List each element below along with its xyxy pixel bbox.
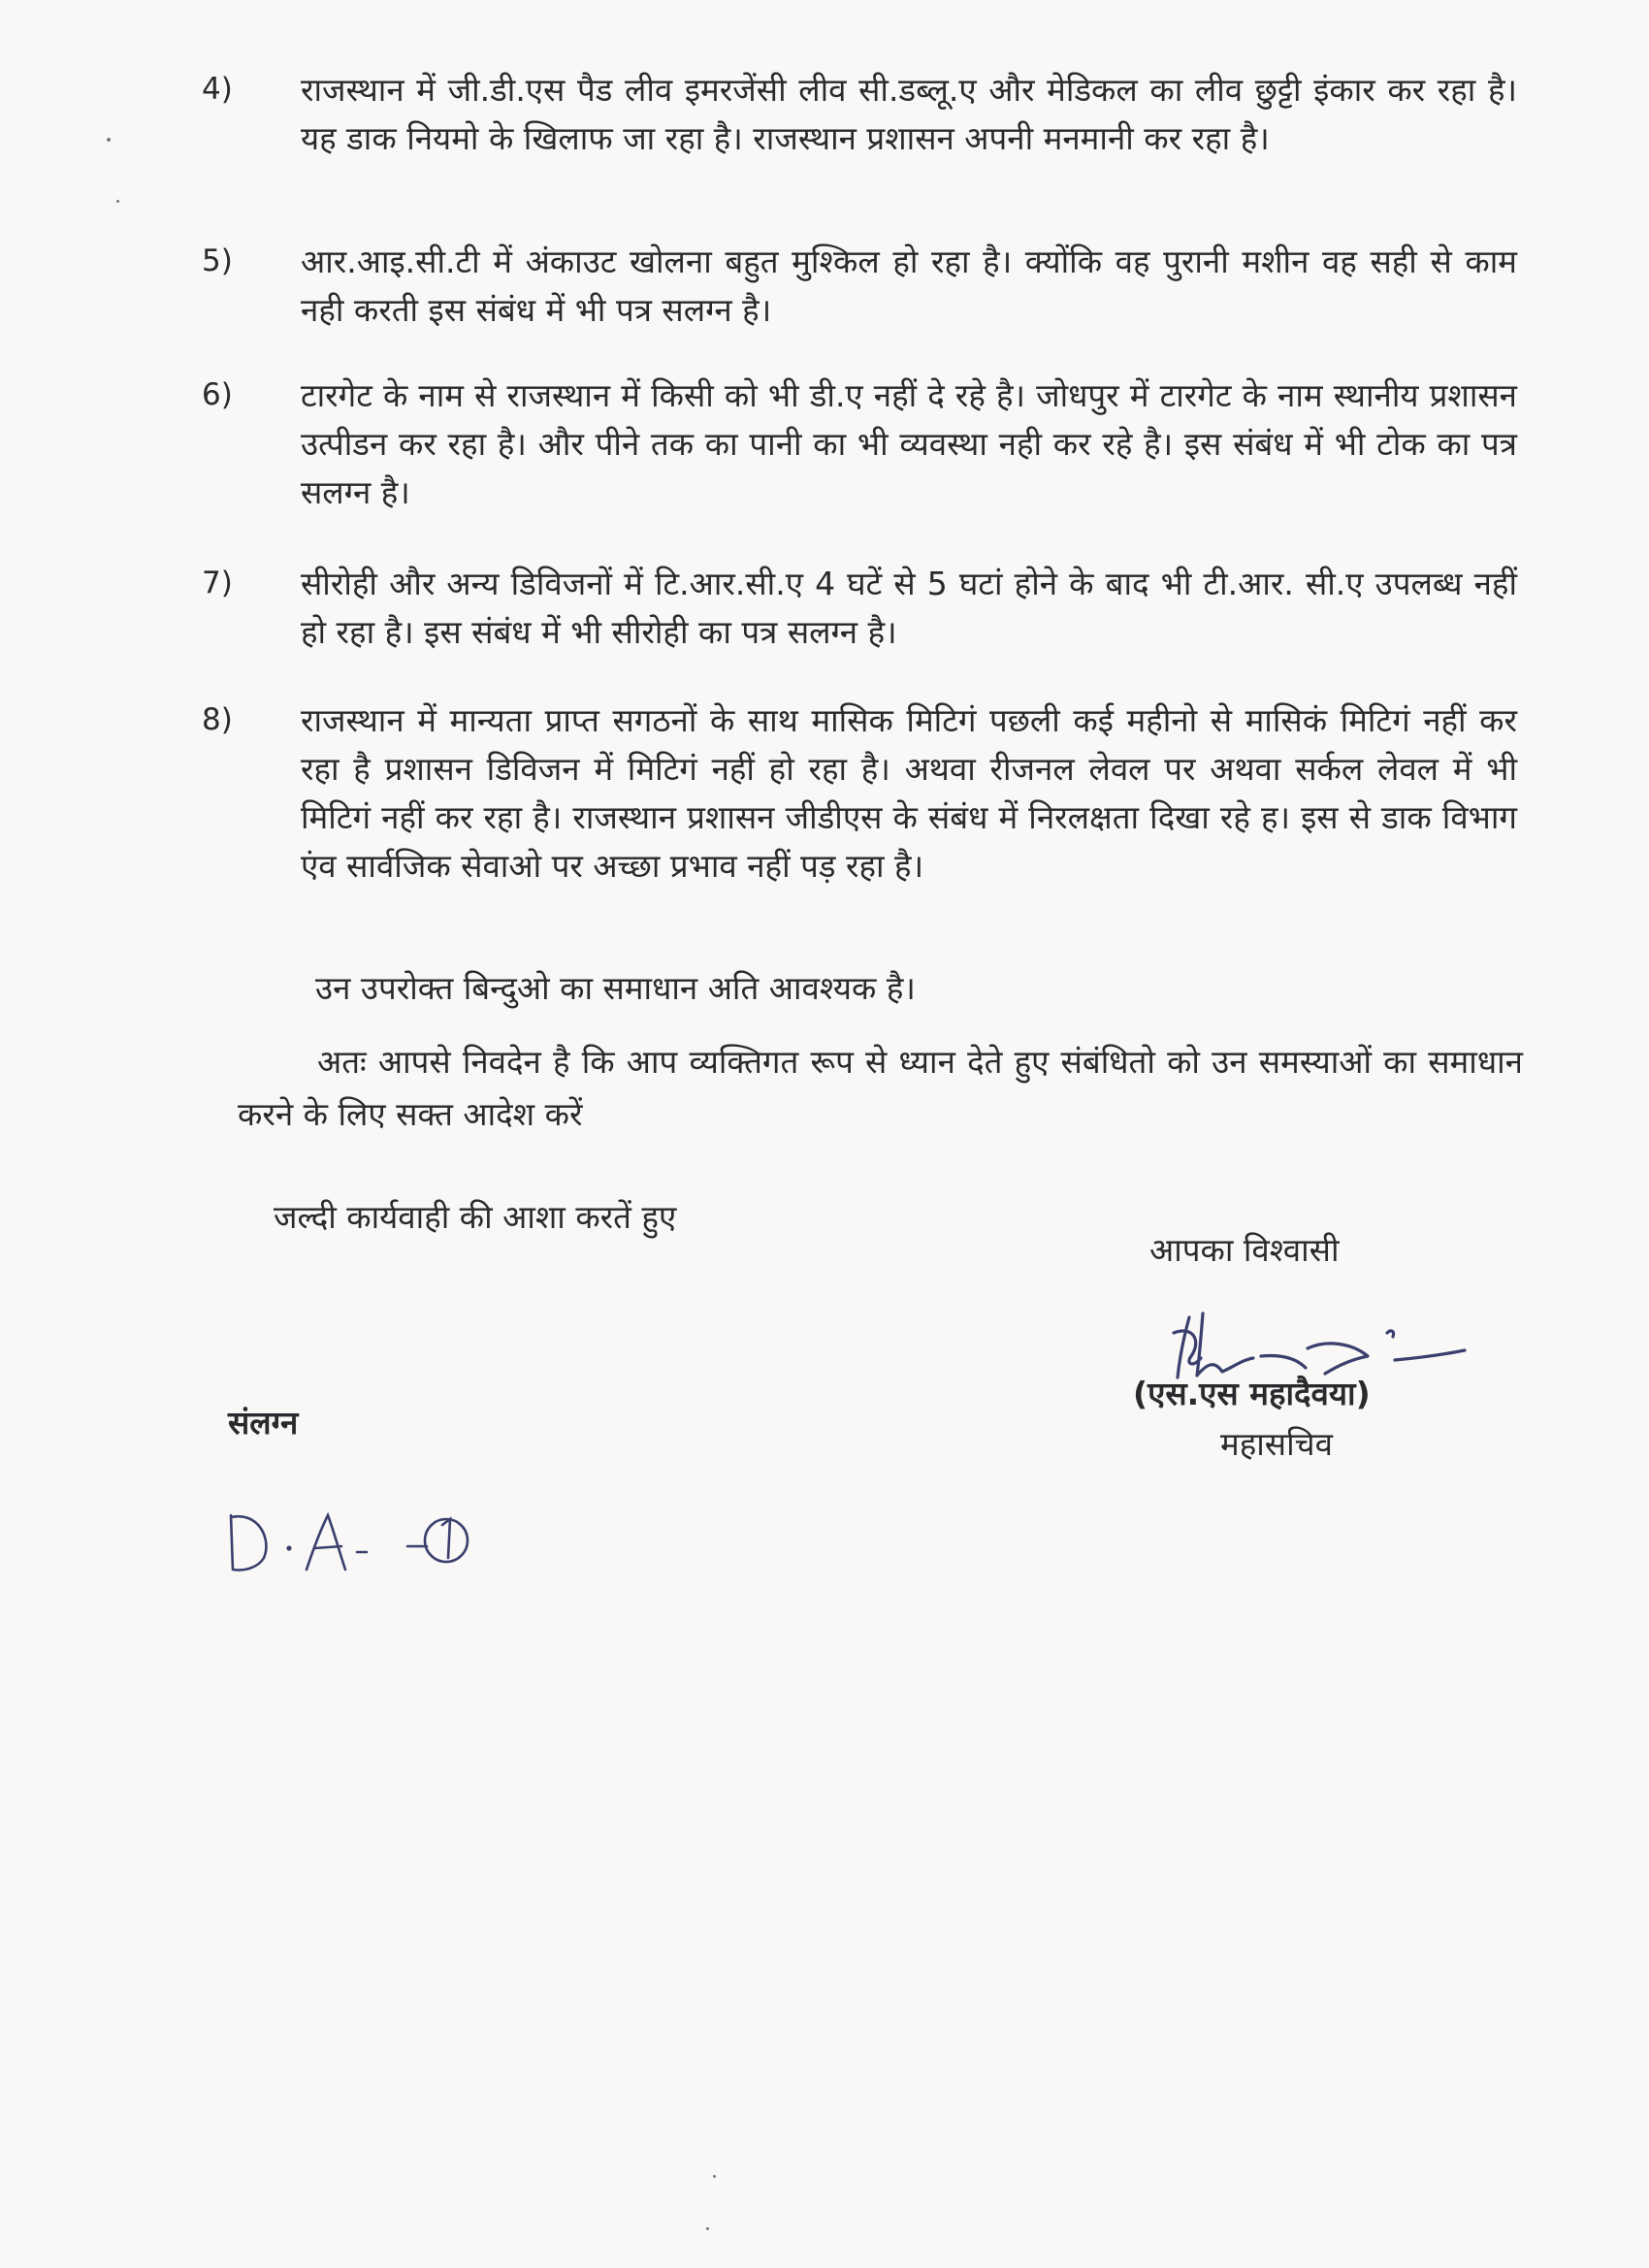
scan-speck	[107, 138, 111, 142]
enclosure-label: संलग्न	[228, 1404, 299, 1442]
item-number: 7)	[202, 566, 233, 600]
scan-speck	[713, 2175, 716, 2178]
item-text: सीरोही और अन्य डिविजनों में टि.आर.सी.ए 4 घटें से 5 घटां होने के बाद भी टी.आर. सी.ए उपलब्ध नहीं हो रहा है। इस संबंध में भी सीरोही का पत्र सलग्न है।	[301, 565, 1517, 651]
item-number: 5)	[202, 243, 233, 278]
item-text: आर.आइ.सी.टी में अंकाउट खोलना बहुत मुश्किल हो रहा है। क्योंकि वह पुरानी मशीन वह सही से काम नही करती इस संबंध में भी पत्र सलग्न है।	[301, 243, 1517, 329]
item-number: 6)	[202, 377, 233, 412]
closing-text: जल्दी कार्यवाही की आशा करतें हुए	[274, 1198, 677, 1236]
scan-speck	[116, 200, 119, 203]
handwritten-enclosure-note	[221, 1502, 502, 1579]
item-text: राजस्थान में मान्यता प्राप्त सगठनों के साथ मासिक मिटिगं पछली कई महीनो से मासिकं मिटिगं नहीं कर रहा है प्रशासन डिविजन में मिटिगं नहीं हो रहा है। अथवा रीजनल लेवल पर अथवा सर्कल लेवल में भी मिटिगं नहीं कर रहा है। राजस्थान प्रशासन जीडीएस के संबंध में निरलक्षता दिखा रहे ह। इस से डाक विभाग एंव सार्वजिक सेवाओ पर अच्छा प्रभाव नहीं पड़ रहा है।	[301, 701, 1517, 885]
item-number: 8)	[202, 702, 233, 737]
signatory-title: महासचिव	[1220, 1425, 1333, 1463]
item-text: टारगेट के नाम से राजस्थान में किसी को भी डी.ए नहीं दे रहे है। जोधपुर में टारगेट के नाम स्थानीय प्रशासन उत्पीडन कर रहा है। और पीने तक का पानी का भी व्यवस्था नही कर रहे है। इस संबंध में भी टोक का पत्र सलग्न है।	[301, 376, 1517, 511]
item-number: 4)	[202, 72, 233, 107]
item-text: राजस्थान में जी.डी.एस पैड लीव इमरजेंसी लीव सी.डब्लू.ए और मेडिकल का लीव छुट्टी इंकार कर रहा है। यह डाक नियमो के खिलाफ जा रहा है। राजस्थान प्रशासन अपनी मनमानी कर रहा है।	[301, 71, 1517, 157]
request-paragraph: अतः आपसे निवदेन है कि आप व्यक्तिगत रूप से ध्यान देते हुए संबंधितो को उन समस्याओं का समाधान करने के लिए सक्त आदेश करें	[238, 1043, 1523, 1133]
valediction: आपका विश्वासी	[1149, 1231, 1340, 1269]
signatory-name: (एस.एस महादैवया)	[1133, 1375, 1371, 1412]
conclusion-text: उन उपरोक्त बिन्दुओ का समाधान अति आवश्यक है।	[315, 969, 916, 1007]
scan-speck	[706, 2227, 709, 2230]
